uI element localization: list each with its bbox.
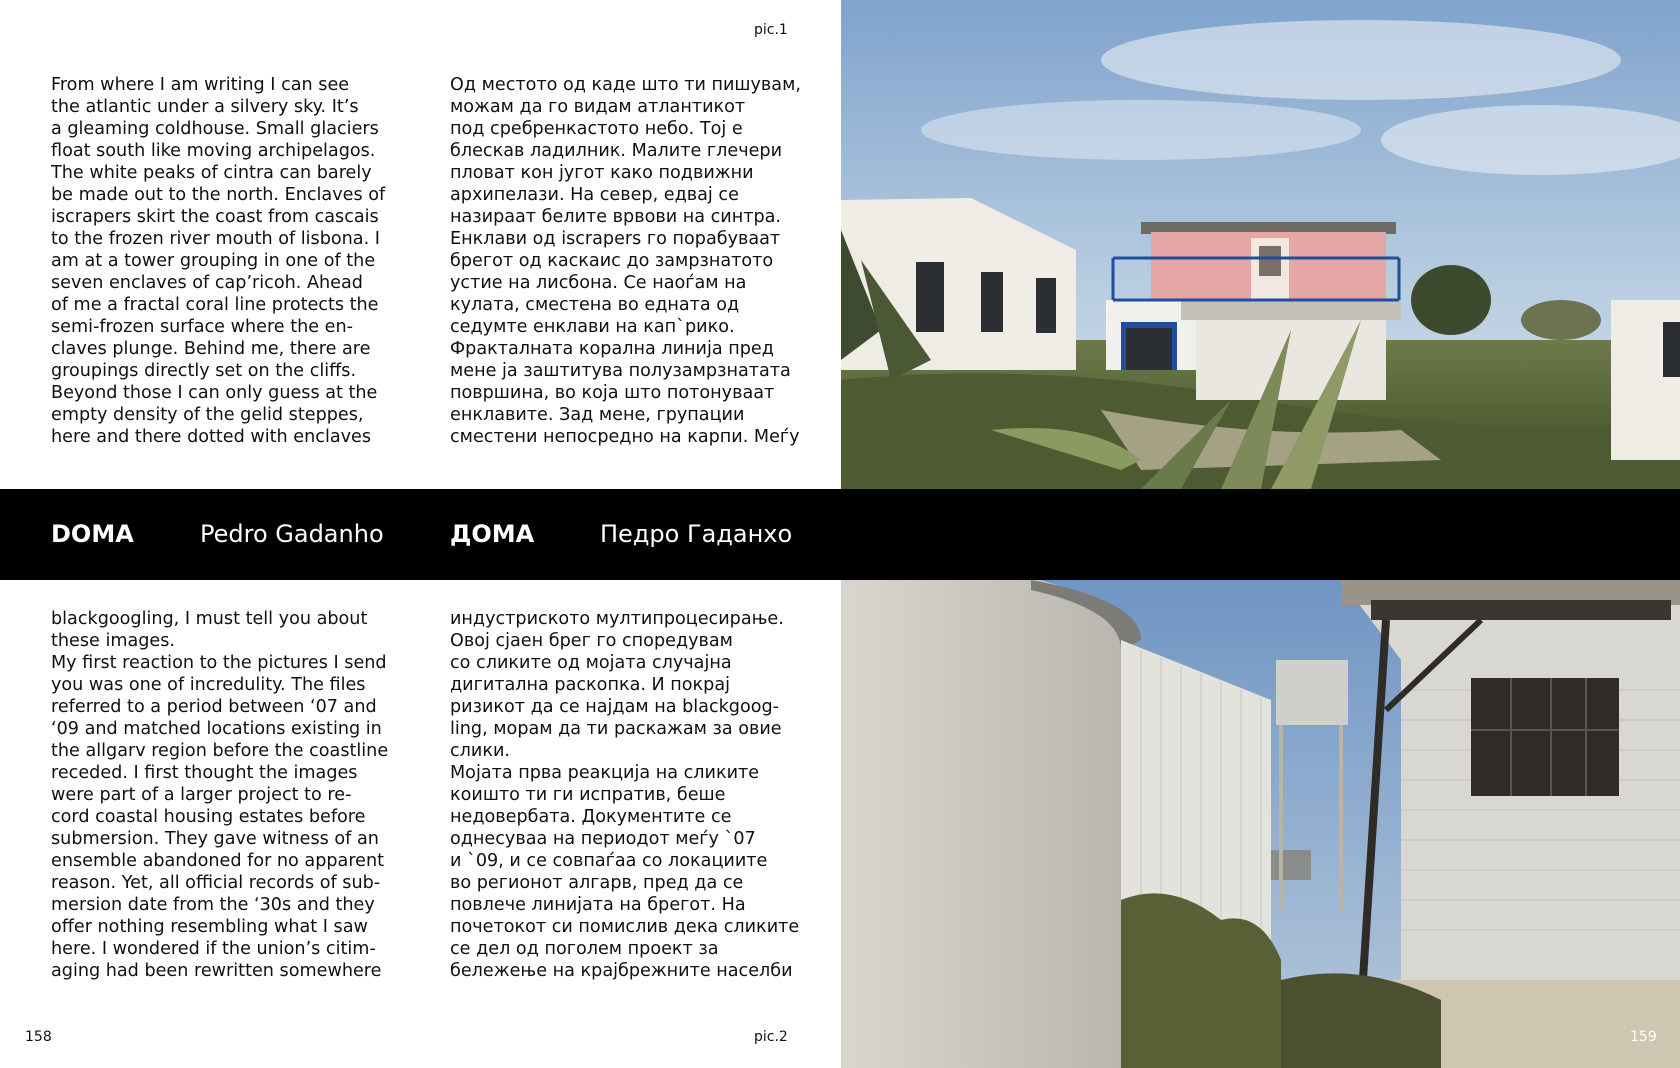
text-line: semi-frozen surface where the en- bbox=[51, 317, 354, 337]
text-line: here. I wondered if the union’s citim- bbox=[51, 939, 376, 959]
text-line: receded. I first thought the images bbox=[51, 763, 358, 783]
text-line: The white peaks of cintra can barely bbox=[51, 163, 372, 183]
caption-pic-1: pic.1 bbox=[754, 22, 788, 38]
text-line: Beyond those I can only guess at the bbox=[51, 383, 378, 403]
text-line: Од местото од каде што ти пишувам, bbox=[450, 75, 801, 95]
text-line: пловат кон југот како подвижни bbox=[450, 163, 754, 183]
text-line: сместени непосредно на карпи. Меѓу bbox=[450, 427, 800, 447]
text-column-en-top bbox=[51, 74, 385, 448]
photo-pic-1 bbox=[841, 0, 1680, 489]
text-line: aging had been rewritten somewhere bbox=[51, 961, 382, 981]
text-line: claves plunge. Behind me, there are bbox=[51, 339, 371, 359]
text-line: блескав ладилник. Малите глечери bbox=[450, 141, 783, 161]
text-line: empty density of the gelid steppes, bbox=[51, 405, 364, 425]
text-line: бележење на крајбрежните населби bbox=[450, 961, 793, 981]
text-line: iscrapers skirt the coast from cascais bbox=[51, 207, 379, 227]
text-line: кулата, сместена во едната од bbox=[450, 295, 740, 315]
text-line: blackgoogling, I must tell you about bbox=[51, 609, 368, 629]
text-line: однесуваа на периодот меѓу `07 bbox=[450, 829, 756, 849]
text-line: My first reaction to the pictures I send bbox=[51, 653, 387, 673]
text-line: почетокот си помислив дека сликите bbox=[450, 917, 800, 937]
text-column-en-bottom bbox=[51, 608, 388, 982]
text-line: дигитална раскопка. И покрај bbox=[450, 675, 731, 695]
text-line: to the frozen river mouth of lisbona. I bbox=[51, 229, 380, 249]
text-line: мене ја заштитува полузамрзнатата bbox=[450, 361, 791, 381]
text-line: се дел од поголем проект за bbox=[450, 939, 719, 959]
text-line: ризикот да се најдам на blackgoog- bbox=[450, 697, 780, 717]
text-line: offer nothing resembling what I saw bbox=[51, 917, 368, 937]
text-line: архипелази. На север, едвај се bbox=[450, 185, 739, 205]
text-line: submersion. They gave witness of an bbox=[51, 829, 379, 849]
text-line: назираат белите врвови на синтра. bbox=[450, 207, 782, 227]
text-line: were part of a larger project to re- bbox=[51, 785, 352, 805]
text-line: the atlantic under a silvery sky. It’s bbox=[51, 97, 359, 117]
text-line: повлече линијата на брегот. На bbox=[450, 895, 746, 915]
text-line: недовербата. Документите се bbox=[450, 807, 732, 827]
text-line: под сребренкастото небо. Тој е bbox=[450, 119, 743, 139]
caption-pic-2: pic.2 bbox=[754, 1029, 788, 1045]
text-line: of me a fractal coral line protects the bbox=[51, 295, 379, 315]
text-line: ensemble abandoned for no apparent bbox=[51, 851, 385, 871]
text-line: индустриското мултипроцесирање. bbox=[450, 609, 784, 629]
title-mk: ДОМА bbox=[450, 520, 535, 548]
text-line: the allgarv region before the coastline bbox=[51, 741, 389, 761]
text-line: енклавите. Зад мене, групации bbox=[450, 405, 745, 425]
text-line: Мојата прва реакција на сликите bbox=[450, 763, 760, 783]
text-line: устие на лисбона. Се наоѓам на bbox=[450, 273, 747, 293]
text-line: Енклави од iscrapers го порабуваат bbox=[450, 229, 781, 249]
text-line: Фракталната корална линија пред bbox=[450, 339, 774, 359]
text-line: во регионот алгарв, пред да се bbox=[450, 873, 744, 893]
text-line: reason. Yet, all official records of sub- bbox=[51, 873, 381, 893]
text-line: referred to a period between ‘07 and bbox=[51, 697, 377, 717]
text-line: these images. bbox=[51, 631, 176, 651]
text-line: mersion date from the ‘30s and they bbox=[51, 895, 375, 915]
text-line: From where I am writing I can see bbox=[51, 75, 350, 95]
text-column-mk-bottom bbox=[450, 608, 799, 982]
text-line: be made out to the north. Enclaves of bbox=[51, 185, 386, 205]
text-line: am at a tower grouping in one of the bbox=[51, 251, 376, 271]
photo-pic-2 bbox=[841, 580, 1680, 1068]
text-line: you was one of incredulity. The files bbox=[51, 675, 366, 695]
text-line: брегот од каскаис до замрзнатото bbox=[450, 251, 774, 271]
text-line: коишто ти ги испратив, беше bbox=[450, 785, 726, 805]
title-band bbox=[0, 489, 1680, 580]
author-en: Pedro Gadanho bbox=[200, 520, 384, 548]
text-line: Овој сјаен брег го споредувам bbox=[450, 631, 733, 651]
text-line: површина, во која што потонуваат bbox=[450, 383, 775, 403]
author-mk: Педро Гаданхо bbox=[600, 520, 793, 548]
text-line: seven enclaves of cap’ricoh. Ahead bbox=[51, 273, 363, 293]
text-line: groupings directly set on the cliffs. bbox=[51, 361, 357, 381]
text-line: cord coastal housing estates before bbox=[51, 807, 366, 827]
text-line: со сликите од мојата случајна bbox=[450, 653, 732, 673]
page-number-left: 158 bbox=[25, 1029, 52, 1045]
page-number-right: 159 bbox=[1630, 1029, 1657, 1045]
text-column-mk-top bbox=[450, 74, 801, 448]
text-line: a gleaming coldhouse. Small glaciers bbox=[51, 119, 379, 139]
title-en: DOMA bbox=[51, 520, 134, 548]
text-line: ling, морам да ти раскажам за овие bbox=[450, 719, 782, 739]
text-line: и `09, и се совпаѓаа со локациите bbox=[450, 851, 768, 871]
text-line: можам да го видам атлантикот bbox=[450, 97, 746, 117]
text-line: here and there dotted with enclaves bbox=[51, 427, 372, 447]
text-line: седумте енклави на кап`рико. bbox=[450, 317, 735, 337]
text-line: слики. bbox=[450, 741, 511, 761]
text-line: float south like moving archipelagos. bbox=[51, 141, 376, 161]
text-line: ‘09 and matched locations existing in bbox=[51, 719, 382, 739]
